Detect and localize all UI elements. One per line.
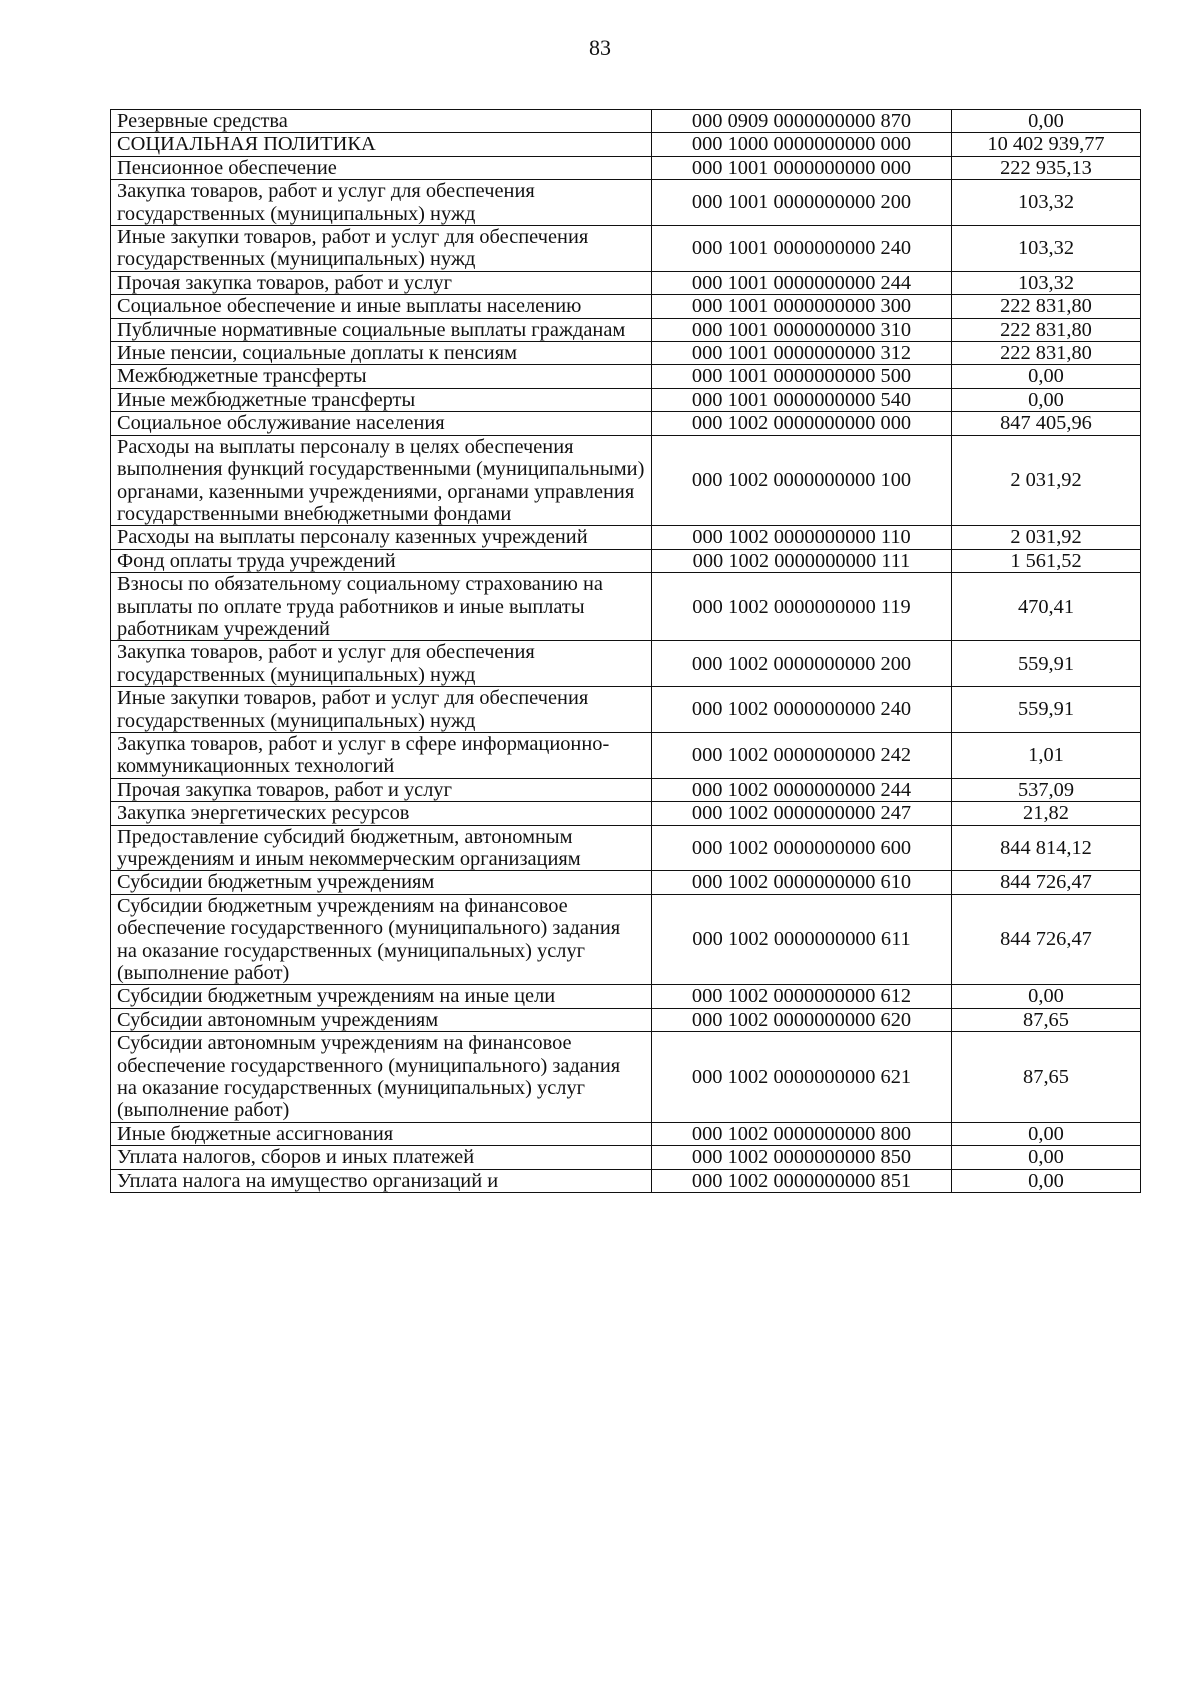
table-row <box>111 133 1141 156</box>
row-amount: 0,00 <box>952 1169 1141 1192</box>
row-amount: 103,32 <box>952 271 1141 294</box>
row-code: 000 1001 0000000000 200 <box>652 180 952 226</box>
table-row <box>111 985 1141 1008</box>
row-amount: 559,91 <box>952 687 1141 733</box>
row-name: Иные закупки товаров, работ и услуг для обеспечения государственных (муниципальных) нужд <box>111 687 652 733</box>
row-amount: 87,65 <box>952 1032 1141 1123</box>
page-number: 83 <box>589 35 611 60</box>
table-row <box>111 894 1141 985</box>
row-name: Субсидии бюджетным учреждениям на иные цели <box>111 985 652 1008</box>
row-amount: 1 561,52 <box>952 549 1141 572</box>
row-code: 000 1001 0000000000 240 <box>652 226 952 272</box>
table-row <box>111 802 1141 825</box>
row-code: 000 1002 0000000000 242 <box>652 732 952 778</box>
table-row <box>111 180 1141 226</box>
table-row <box>111 1169 1141 1192</box>
row-amount: 10 402 939,77 <box>952 133 1141 156</box>
row-name: Субсидии бюджетным учреждениям <box>111 871 652 894</box>
table-row <box>111 110 1141 133</box>
table-row <box>111 641 1141 687</box>
row-amount: 103,32 <box>952 226 1141 272</box>
row-amount: 1,01 <box>952 732 1141 778</box>
row-amount: 222 831,80 <box>952 318 1141 341</box>
row-name: Фонд оплаты труда учреждений <box>111 549 652 572</box>
row-amount: 2 031,92 <box>952 526 1141 549</box>
row-amount: 844 726,47 <box>952 871 1141 894</box>
table-row <box>111 687 1141 733</box>
row-code: 000 1001 0000000000 312 <box>652 342 952 365</box>
row-amount: 222 831,80 <box>952 342 1141 365</box>
row-code: 000 1001 0000000000 310 <box>652 318 952 341</box>
row-amount: 537,09 <box>952 778 1141 801</box>
row-name: СОЦИАЛЬНАЯ ПОЛИТИКА <box>111 133 652 156</box>
table-row <box>111 295 1141 318</box>
table-row <box>111 1008 1141 1031</box>
row-name: Межбюджетные трансферты <box>111 365 652 388</box>
row-code: 000 1002 0000000000 247 <box>652 802 952 825</box>
table-row <box>111 156 1141 179</box>
row-name: Закупка энергетических ресурсов <box>111 802 652 825</box>
row-code: 000 1002 0000000000 800 <box>652 1122 952 1145</box>
table-row <box>111 778 1141 801</box>
row-code: 000 1002 0000000000 111 <box>652 549 952 572</box>
row-name: Взносы по обязательному социальному страхованию на выплаты по оплате труда работников и иные выплаты работникам учреждений <box>111 573 652 641</box>
budget-expenditure-table <box>110 109 1141 1193</box>
row-code: 000 1001 0000000000 000 <box>652 156 952 179</box>
row-amount: 844 814,12 <box>952 825 1141 871</box>
row-amount: 559,91 <box>952 641 1141 687</box>
table-body <box>111 110 1141 1193</box>
row-name: Иные бюджетные ассигнования <box>111 1122 652 1145</box>
row-amount: 103,32 <box>952 180 1141 226</box>
table-row <box>111 526 1141 549</box>
row-name: Субсидии автономным учреждениям на финансовое обеспечение государственного (муниципального) задания на оказание государственных (муниципальных) услуг (выполнение работ) <box>111 1032 652 1123</box>
row-name: Прочая закупка товаров, работ и услуг <box>111 778 652 801</box>
row-code: 000 1002 0000000000 610 <box>652 871 952 894</box>
row-amount: 847 405,96 <box>952 412 1141 435</box>
row-code: 000 1001 0000000000 500 <box>652 365 952 388</box>
row-amount: 0,00 <box>952 1122 1141 1145</box>
row-name: Иные межбюджетные трансферты <box>111 388 652 411</box>
table-row <box>111 318 1141 341</box>
row-name: Расходы на выплаты персоналу в целях обеспечения выполнения функций государственными (муниципальными) органами, казенными учреждениями, органами управления государственными внебюджетными фондами <box>111 435 652 526</box>
row-code: 000 1001 0000000000 540 <box>652 388 952 411</box>
row-amount: 0,00 <box>952 365 1141 388</box>
table-row <box>111 871 1141 894</box>
row-code: 000 1002 0000000000 612 <box>652 985 952 1008</box>
row-code: 000 0909 0000000000 870 <box>652 110 952 133</box>
row-name: Закупка товаров, работ и услуг для обеспечения государственных (муниципальных) нужд <box>111 641 652 687</box>
row-amount: 2 031,92 <box>952 435 1141 526</box>
row-code: 000 1002 0000000000 119 <box>652 573 952 641</box>
row-name: Расходы на выплаты персоналу казенных учреждений <box>111 526 652 549</box>
table-row <box>111 342 1141 365</box>
table-row <box>111 549 1141 572</box>
row-name: Пенсионное обеспечение <box>111 156 652 179</box>
row-code: 000 1002 0000000000 851 <box>652 1169 952 1192</box>
row-name: Иные закупки товаров, работ и услуг для обеспечения государственных (муниципальных) нужд <box>111 226 652 272</box>
table-row <box>111 1032 1141 1123</box>
row-amount: 0,00 <box>952 1146 1141 1169</box>
row-name: Закупка товаров, работ и услуг для обеспечения государственных (муниципальных) нужд <box>111 180 652 226</box>
row-amount: 0,00 <box>952 985 1141 1008</box>
row-amount: 844 726,47 <box>952 894 1141 985</box>
row-name: Закупка товаров, работ и услуг в сфере информационно-коммуникационных технологий <box>111 732 652 778</box>
row-code: 000 1002 0000000000 620 <box>652 1008 952 1031</box>
row-name: Предоставление субсидий бюджетным, автономным учреждениям и иным некоммерческим организациям <box>111 825 652 871</box>
table-row <box>111 732 1141 778</box>
row-code: 000 1000 0000000000 000 <box>652 133 952 156</box>
row-name: Субсидии бюджетным учреждениям на финансовое обеспечение государственного (муниципального) задания на оказание государственных (муниципальных) услуг (выполнение работ) <box>111 894 652 985</box>
row-amount: 0,00 <box>952 388 1141 411</box>
row-code: 000 1002 0000000000 100 <box>652 435 952 526</box>
row-name: Социальное обеспечение и иные выплаты населению <box>111 295 652 318</box>
row-name: Уплата налогов, сборов и иных платежей <box>111 1146 652 1169</box>
table-row <box>111 226 1141 272</box>
table-row <box>111 412 1141 435</box>
row-name: Субсидии автономным учреждениям <box>111 1008 652 1031</box>
table-row <box>111 388 1141 411</box>
row-code: 000 1001 0000000000 300 <box>652 295 952 318</box>
row-amount: 222 831,80 <box>952 295 1141 318</box>
row-name: Резервные средства <box>111 110 652 133</box>
row-code: 000 1002 0000000000 621 <box>652 1032 952 1123</box>
row-name: Публичные нормативные социальные выплаты гражданам <box>111 318 652 341</box>
row-code: 000 1002 0000000000 240 <box>652 687 952 733</box>
row-amount: 0,00 <box>952 110 1141 133</box>
row-code: 000 1001 0000000000 244 <box>652 271 952 294</box>
row-code: 000 1002 0000000000 110 <box>652 526 952 549</box>
row-code: 000 1002 0000000000 850 <box>652 1146 952 1169</box>
row-code: 000 1002 0000000000 244 <box>652 778 952 801</box>
table-row <box>111 271 1141 294</box>
row-name: Прочая закупка товаров, работ и услуг <box>111 271 652 294</box>
row-code: 000 1002 0000000000 611 <box>652 894 952 985</box>
row-code: 000 1002 0000000000 000 <box>652 412 952 435</box>
row-name: Иные пенсии, социальные доплаты к пенсиям <box>111 342 652 365</box>
table-row <box>111 825 1141 871</box>
row-amount: 21,82 <box>952 802 1141 825</box>
row-amount: 222 935,13 <box>952 156 1141 179</box>
row-amount: 470,41 <box>952 573 1141 641</box>
row-code: 000 1002 0000000000 200 <box>652 641 952 687</box>
table-row <box>111 365 1141 388</box>
row-code: 000 1002 0000000000 600 <box>652 825 952 871</box>
table-row <box>111 1146 1141 1169</box>
row-name: Уплата налога на имущество организаций и <box>111 1169 652 1192</box>
table-row <box>111 1122 1141 1145</box>
row-amount: 87,65 <box>952 1008 1141 1031</box>
table-row <box>111 435 1141 526</box>
row-name: Социальное обслуживание населения <box>111 412 652 435</box>
table-row <box>111 573 1141 641</box>
